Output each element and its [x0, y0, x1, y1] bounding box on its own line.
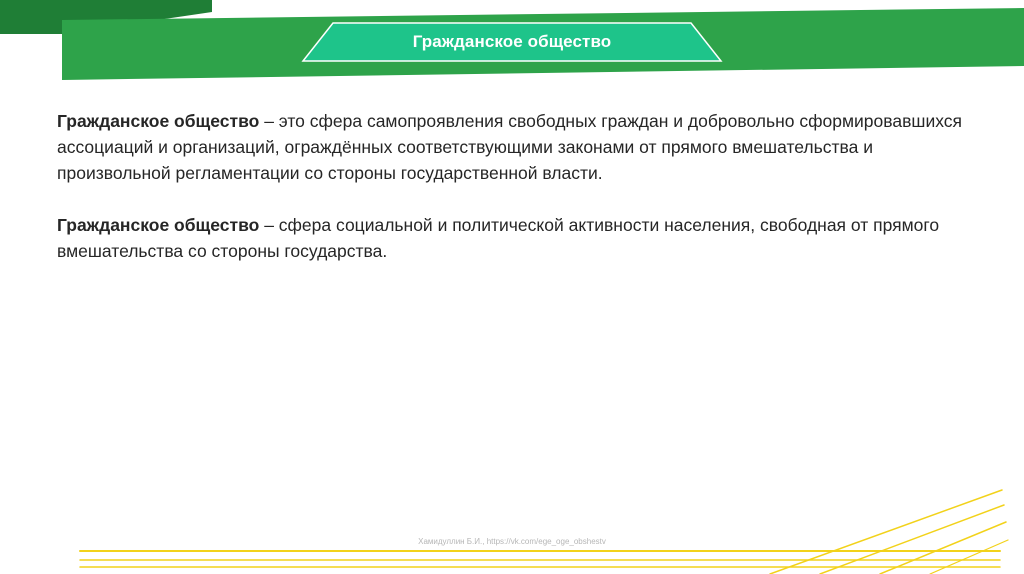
definition-2 — [57, 212, 977, 264]
slide-body — [57, 108, 977, 290]
definition-term: Гражданское общество — [57, 111, 260, 131]
slide-title: Гражданское общество — [412, 32, 612, 51]
definition-text: – сфера социальной и политической активности населения, свободная от прямого вмешательства со стороны государства. — [57, 215, 940, 261]
footer-credit: Хамидуллин Б.И., https://vk.com/ege_oge_obshestv — [418, 537, 606, 546]
accent-lines — [80, 490, 1008, 574]
definition-1 — [57, 108, 977, 186]
definition-text: – это сфера самопроявления свободных граждан и добровольно сформировавшихся ассоциаций и организаций, ограждённых соответствующими законами от прямого вмешательства и произвольной регламентации со стороны государственной власти. — [57, 111, 962, 183]
definition-term: Гражданское общество — [57, 215, 260, 235]
